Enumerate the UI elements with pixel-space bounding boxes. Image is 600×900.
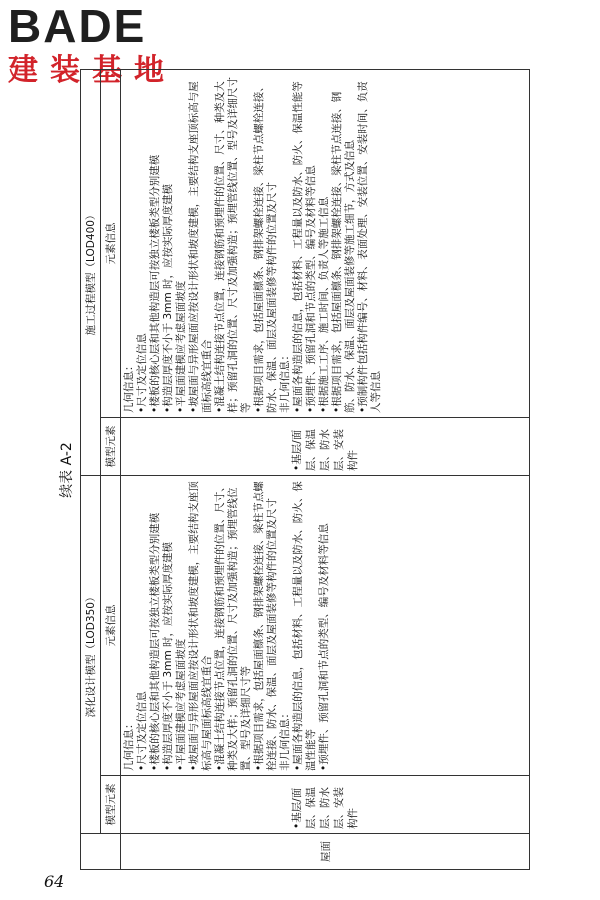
header-info-2: 元素信息 (101, 70, 121, 418)
header-row-2 (101, 70, 121, 870)
table-row-roof (121, 70, 530, 870)
info-line: •坡屋面与异形屋面应按设计形状和坡度建模，主要结构支座顶标高与屋面标高线宜重合 (188, 81, 213, 413)
info-line: •尺寸及定位信息 (136, 333, 148, 413)
lod350-info (121, 476, 530, 776)
info-line: •预制构件包括构件编号、材料、表面处理、安装位置、安装时间、负责人等信息 (357, 81, 382, 413)
info-line: •根据项目需求，包括屋面檩条、钢排架螺栓连接、梁柱节点螺栓连接、防水、保温、面层及屋面装修等构件的位置及尺寸 (253, 81, 278, 413)
row-label-roof: 屋面 (121, 834, 530, 870)
header-element-1: 模型元素 (101, 776, 121, 834)
lod350-element: •基层/面层、保温层、防水层、安装构件 (121, 776, 530, 834)
header-lod350: 深化设计模型（LOD350） (81, 476, 101, 834)
page-number: 64 (44, 872, 65, 891)
info-line: 几何信息： (123, 718, 135, 771)
header-lod400: 施工过程模型（LOD400） (81, 70, 101, 476)
info-line: •根据施工工序、施工时间、负责人等施工信息 (318, 196, 330, 413)
info-line: •混凝土结构连接节点位置，连接钢筋和预埋件的位置、尺寸、种类及大样；预留孔洞的位置、尺寸及加强构造；预埋管线位置、型号及详细尺寸等 (214, 77, 252, 413)
info-line: •预埋件、预留孔洞和节点的类型、编号及材料等信息 (318, 523, 330, 771)
info-line: •屋面各构造层的信息，包括材料、工程量以及防水、防火、保温性能等 (292, 481, 317, 771)
header-info-1: 元素信息 (101, 476, 121, 776)
rotated-page-area (50, 70, 530, 870)
header-element-2: 模型元素 (101, 418, 121, 476)
info-line: •尺寸及定位信息 (136, 691, 148, 771)
info-line: •根据项目需求，包括屋面檩条、钢排架螺栓连接、梁柱节点螺栓连接、防水、保温、面层及屋面装修等构件的位置及尺寸 (253, 481, 278, 771)
info-line: •屋面各构造层的信息，包括材料、工程量以及防水、防火、保温性能等 (292, 81, 304, 413)
info-line: 非几何信息： (279, 350, 291, 413)
info-line: •平屋面建模应考虑屋面坡度 (175, 280, 187, 413)
info-line: •根据项目需求，包括屋面檩条、钢排架螺栓连接、梁柱节点连接、钢筋、防水、保温、面层及屋面装修等施工细节，方式及信息 (331, 91, 356, 413)
info-line: 非几何信息： (279, 708, 291, 771)
rotated-table-page (50, 70, 530, 870)
table-caption: 续表 A-2 (59, 442, 75, 498)
info-line: •构造层厚度不小于 3mm 时，应按实际厚度建模 (162, 183, 174, 413)
info-line: •构造层厚度不小于 3mm 时，应按实际厚度建模 (162, 541, 174, 771)
header-row-1 (81, 70, 101, 870)
info-line: 几何信息： (123, 360, 135, 413)
info-line: •坡屋面与异形屋面应按设计形状和坡度建模，主要结构支座顶标高与屋面标高线宜重合 (188, 481, 213, 771)
info-line: •楼板的核心层和其他构造层可按独立楼板类型分别建模 (149, 154, 161, 413)
logo-subtitle: 建装基地 (8, 53, 176, 88)
logo-main: BADE (8, 0, 147, 52)
info-line: •平屋面建模应考虑屋面坡度 (175, 638, 187, 771)
info-line: •混凝土结构连接节点位置，连接钢筋和预埋件的位置、尺寸、种类及大样；预留孔洞的位置、尺寸及加强构造；预埋管线位置、型号及详细尺寸等 (214, 481, 252, 771)
lod-table (80, 69, 530, 870)
lod400-info (121, 70, 530, 418)
lod400-element: •基层/面层、保温层、防水层、安装构件 (121, 418, 530, 476)
info-line: •楼板的核心层和其他构造层可按独立楼板类型分别建模 (149, 512, 161, 771)
info-line: •预埋件、预留孔洞和节点的类型、编号及材料等信息 (305, 165, 317, 413)
header-blank (81, 834, 121, 870)
